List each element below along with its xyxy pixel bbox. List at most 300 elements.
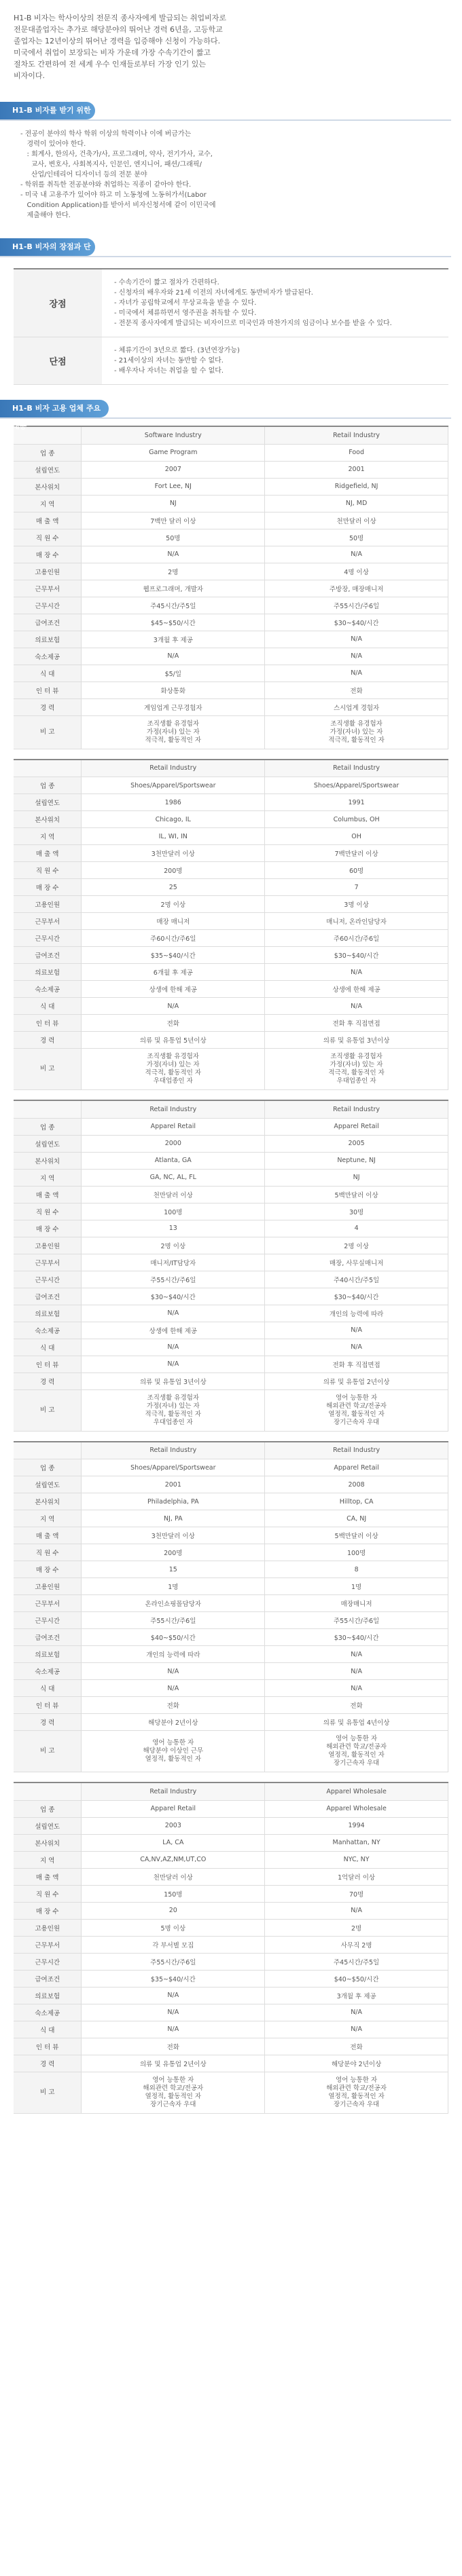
pros-cons-row [14, 337, 448, 385]
row-label: 의료보험 [14, 1305, 82, 1322]
company-cell: 1명 [82, 1578, 265, 1595]
company-cell: 2명 이상 [265, 1237, 448, 1254]
company-row [14, 597, 448, 614]
condition-item: : 회계사, 한의사, 건축가/사, 프로그래머, 약사, 전기가사, 교수, [20, 151, 213, 158]
company-row [14, 1834, 448, 1851]
company-row [14, 777, 448, 794]
note-line: 가정(자녀) 있는 자 [146, 728, 200, 736]
divider [0, 256, 451, 257]
company-row [14, 1561, 448, 1578]
row-label: 숙소제공 [14, 1322, 82, 1339]
row-label: 근무시간 [14, 1271, 82, 1288]
company-table [14, 426, 448, 749]
note-line: 가정(자녀) 있는 자 [146, 1402, 200, 1410]
company-row [14, 1271, 448, 1288]
company-row [14, 947, 448, 964]
company-cell: NJ, MD [265, 495, 448, 512]
company-cell: Apparel Retail [265, 1459, 448, 1476]
company-cell: Apparel Wholesale [265, 1800, 448, 1817]
company-cell: 4 [265, 1220, 448, 1237]
company-cell [265, 1389, 448, 1431]
row-label: 경 력 [14, 698, 82, 715]
company-cell: IL, WI, IN [82, 828, 265, 845]
company-cell: 각 부서별 모집 [82, 1936, 265, 1953]
company-cell: Shoes/Apparel/Sportswear [265, 777, 448, 794]
company-cell: N/A [82, 2021, 265, 2038]
company-cell: 의류 및 유통업 3년이상 [265, 1032, 448, 1049]
condition-item: 경력이 있어야 한다. [20, 141, 86, 148]
pros-cons-item: - 체류기간이 3년으로 짧다. (3년연장가능) [114, 347, 240, 354]
company-row [14, 1032, 448, 1049]
company-cell: 200명 [82, 1544, 265, 1561]
company-cell: 전화 후 직접면접 [265, 1356, 448, 1373]
row-label: 인 터 뷰 [14, 1015, 82, 1032]
row-label: 근무시간 [14, 1953, 82, 1970]
company-cell: NYC, NY [265, 1851, 448, 1868]
company-row [14, 1663, 448, 1680]
row-label: 설립연도 [14, 794, 82, 811]
company-cell: 150명 [82, 1885, 265, 1902]
row-label: 본사위치 [14, 811, 82, 828]
note-line: 장기근속자 우대 [333, 1418, 380, 1426]
row-label: 인 터 뷰 [14, 2038, 82, 2055]
row-label: 지 역 [14, 1851, 82, 1868]
company-table [14, 759, 448, 1091]
company-cell [82, 1731, 265, 1772]
company-cell: Philadelphia, PA [82, 1493, 265, 1510]
note-line: 가정(자녀) 있는 자 [330, 1061, 383, 1068]
company-row [14, 512, 448, 529]
company-cell [82, 1389, 265, 1431]
company-cell: LA, CA [82, 1834, 265, 1851]
row-label: 식 대 [14, 665, 82, 682]
company-cell: 상생에 한해 제공 [82, 981, 265, 998]
company-cell: 천만달러 이상 [265, 512, 448, 529]
company-row [14, 1476, 448, 1493]
company-row [14, 1493, 448, 1510]
company-cell: $40~$50/시간 [265, 1970, 448, 1987]
row-label: 비 고 [14, 2072, 82, 2113]
company-cell: 사무직 2명 [265, 1936, 448, 1953]
company-row [14, 1373, 448, 1389]
row-label: 인 터 뷰 [14, 1697, 82, 1714]
company-cell: N/A [265, 546, 448, 563]
note-line: 영어 능통한 자 [152, 2076, 194, 2084]
row-label: 매 장 수 [14, 879, 82, 896]
company-row [14, 461, 448, 478]
condition-item: - 미국 내 고용주가 있어야 하고 미 노동청에 노동허가서(Labor [20, 191, 207, 199]
company-cell: 전화 [265, 682, 448, 698]
industry-header: Retail Industry [265, 426, 448, 444]
company-cell: 2001 [82, 1476, 265, 1493]
company-row [14, 698, 448, 715]
industry-header: Apparel Wholesale [265, 1782, 448, 1800]
row-label: 고용인원 [14, 1237, 82, 1254]
company-cell: Food [265, 444, 448, 461]
company-cell: N/A [265, 2004, 448, 2021]
section-title-pros-cons: H1-B 비자의 장점과 단점 [0, 238, 95, 256]
note-line: 조직생활 유경험자 [147, 720, 200, 728]
intro-line: 전문대졸업자는 추가로 해당분야의 뛰어난 경력 6년을, 고등학교 [14, 25, 223, 34]
note-line: 해외관련 학교/전공자 [326, 2084, 387, 2092]
company-row [14, 1714, 448, 1731]
company-cell [82, 715, 265, 749]
company-cell: 4명 이상 [265, 563, 448, 580]
company-cell: 의류 및 유통업 5년이상 [82, 1032, 265, 1049]
company-cell: N/A [265, 1646, 448, 1663]
company-cell: 매니저/IT담당자 [82, 1254, 265, 1271]
company-cell: CA, NJ [265, 1510, 448, 1527]
company-cell: 개인의 능력에 따라 [82, 1646, 265, 1663]
company-row [14, 1459, 448, 1476]
row-label: 업 종 [14, 444, 82, 461]
company-cell: 25 [82, 879, 265, 896]
company-row [14, 2055, 448, 2072]
row-label: 숙소제공 [14, 648, 82, 665]
company-row [14, 2072, 448, 2113]
note-line: 우대업종인 자 [153, 1418, 193, 1426]
company-cell: 5명 이상 [82, 1919, 265, 1936]
company-cell: 해당분야 2년이상 [265, 2055, 448, 2072]
note-line: 해외관련 학교/전공자 [326, 1743, 387, 1751]
row-label: 근무부서 [14, 913, 82, 930]
row-label: 본사위치 [14, 478, 82, 495]
company-cell: 200명 [82, 862, 265, 879]
intro-line: 비자이다. [14, 71, 46, 80]
row-label: 직 원 수 [14, 1885, 82, 1902]
company-row [14, 964, 448, 981]
company-cell: N/A [265, 2021, 448, 2038]
header-blank [14, 1442, 82, 1459]
company-cell: N/A [82, 1663, 265, 1680]
company-cell: 1991 [265, 794, 448, 811]
company-row [14, 1322, 448, 1339]
company-cell: 7백만 달러 이상 [82, 512, 265, 529]
row-label: 식 대 [14, 1680, 82, 1697]
company-cell: $45~$50/시간 [82, 614, 265, 631]
industry-header: Software Industry [82, 426, 265, 444]
pros-cons-item: - 배우자나 자녀는 취업을 할 수 없다. [114, 367, 224, 375]
company-cell: 매장매니저 [265, 1595, 448, 1612]
company-cell: Apparel Retail [82, 1800, 265, 1817]
company-cell: NJ [265, 1169, 448, 1186]
company-row [14, 1527, 448, 1544]
company-cell: Shoes/Apparel/Sportswear [82, 1459, 265, 1476]
company-row [14, 896, 448, 913]
conditions-list [0, 121, 462, 223]
note-line: 적극적, 활동적인 자 [328, 736, 385, 744]
row-label: 근무부서 [14, 580, 82, 597]
company-row [14, 529, 448, 546]
company-cell: N/A [265, 631, 448, 648]
note-line: 장기근속자 우대 [333, 2100, 380, 2108]
company-row [14, 1868, 448, 1885]
industry-header: Retail Industry [82, 760, 265, 777]
row-label: 근무시간 [14, 1612, 82, 1629]
company-row [14, 811, 448, 828]
note-line: 영어 능통한 자 [152, 1739, 194, 1747]
company-cell: 7백만달러 이상 [265, 845, 448, 862]
company-row [14, 862, 448, 879]
company-cell: NJ, PA [82, 1510, 265, 1527]
row-label: 식 대 [14, 2021, 82, 2038]
company-cell: N/A [82, 648, 265, 665]
company-cell: 8 [265, 1561, 448, 1578]
company-cell: 1986 [82, 794, 265, 811]
row-label: 비 고 [14, 1731, 82, 1772]
company-cell: N/A [82, 1339, 265, 1356]
company-cell [82, 1049, 265, 1090]
company-row [14, 1510, 448, 1527]
company-row [14, 1697, 448, 1714]
company-row [14, 1817, 448, 1834]
row-label: 매 출 액 [14, 512, 82, 529]
company-row [14, 1578, 448, 1595]
company-row [14, 1851, 448, 1868]
company-cell: 전화 [82, 1697, 265, 1714]
row-label: 지 역 [14, 1169, 82, 1186]
company-cell: 2000 [82, 1135, 265, 1152]
company-cell: 2명 이상 [82, 1237, 265, 1254]
row-label: 본사위치 [14, 1834, 82, 1851]
company-row [14, 495, 448, 512]
note-line: 조직생활 유경험자 [147, 1053, 199, 1060]
note-line: 적극적, 활동적인 자 [145, 1069, 202, 1077]
company-cell: 15 [82, 1561, 265, 1578]
company-cell: 주60시간/주6일 [82, 930, 265, 947]
pros-cons-item: - 자녀가 공립학교에서 무상교육을 받을 수 있다. [114, 299, 257, 307]
row-label: 비 고 [14, 715, 82, 749]
company-cell: $30~$40/시간 [82, 1288, 265, 1305]
section-title-companies: H1-B 비자 고용 업체 주요 내용 [0, 400, 109, 417]
company-cell: Columbus, OH [265, 811, 448, 828]
industry-header: Retail Industry [265, 1442, 448, 1459]
row-label: 업 종 [14, 1459, 82, 1476]
company-cell: Fort Lee, NJ [82, 478, 265, 495]
row-label: 급여조건 [14, 614, 82, 631]
company-cell: 50명 [82, 529, 265, 546]
company-row [14, 1970, 448, 1987]
company-row [14, 1237, 448, 1254]
company-cell: 70명 [265, 1885, 448, 1902]
company-cell: 2001 [265, 461, 448, 478]
pros-cons-item: - 수속기간이 짧고 절차가 간편하다. [114, 279, 219, 286]
company-cell [265, 1049, 448, 1090]
company-row [14, 1936, 448, 1953]
row-label: 경 력 [14, 1714, 82, 1731]
company-row [14, 1015, 448, 1032]
company-cell: 주60시간/주6일 [265, 930, 448, 947]
company-cell: 주55시간/주6일 [265, 597, 448, 614]
company-cell: 전화 [265, 1697, 448, 1714]
intro-line: 절차도 간편하여 전 세계 우수 인재들로부터 가장 인기 있는 [14, 60, 206, 69]
row-label: 급여조건 [14, 947, 82, 964]
company-row [14, 1902, 448, 1919]
row-label: 매 장 수 [14, 1561, 82, 1578]
company-cell [82, 2072, 265, 2113]
row-label: 인 터 뷰 [14, 682, 82, 698]
company-row [14, 1680, 448, 1697]
company-cell: NJ [82, 495, 265, 512]
company-row [14, 1731, 448, 1772]
row-label: 매 장 수 [14, 1220, 82, 1237]
row-label: 매 출 액 [14, 1527, 82, 1544]
company-header-row [14, 426, 448, 444]
row-label: 경 력 [14, 1373, 82, 1389]
company-row [14, 631, 448, 648]
row-label: 본사위치 [14, 1493, 82, 1510]
company-cell: N/A [82, 1680, 265, 1697]
company-cell: 2008 [265, 1476, 448, 1493]
company-cell: 주55시간/주6일 [82, 1612, 265, 1629]
row-label: 근무시간 [14, 930, 82, 947]
company-row [14, 1135, 448, 1152]
note-line: 가정(자녀) 있는 자 [330, 728, 383, 736]
company-cell: N/A [265, 1902, 448, 1919]
industry-header: Retail Industry [82, 1442, 265, 1459]
pros-cons-item: - 신청자의 배우자와 21세 이전의 자녀에게도 동반비자가 발급된다. [114, 289, 313, 297]
company-cell: 천만달러 이상 [82, 1186, 265, 1203]
note-line: 열정적, 활동적인 자 [328, 2092, 385, 2100]
company-cell: 3개월 후 제공 [265, 1987, 448, 2004]
company-cell: $40~$50/시간 [82, 1629, 265, 1646]
company-row [14, 794, 448, 811]
company-cell: 20 [82, 1902, 265, 1919]
note-line: 해외관련 학교/전공자 [326, 1402, 387, 1410]
condition-item: - 전공이 분야의 학사 학위 이상의 학력이나 이에 버금가는 [20, 130, 192, 138]
row-label: 매 출 액 [14, 1186, 82, 1203]
note-line: 우대업종인 자 [153, 1077, 193, 1085]
company-cell: 50명 [265, 529, 448, 546]
company-cell: 1억달러 이상 [265, 1868, 448, 1885]
company-cell: Manhattan, NY [265, 1834, 448, 1851]
header-blank [14, 1100, 82, 1118]
company-row [14, 1595, 448, 1612]
company-row [14, 1118, 448, 1135]
company-cell: 3천만달러 이상 [82, 845, 265, 862]
note-line: 적극적, 활동적인 자 [328, 1069, 385, 1077]
company-cell: 천만달러 이상 [82, 1868, 265, 1885]
row-label: 고용인원 [14, 563, 82, 580]
company-cell: 3개월 후 제공 [82, 631, 265, 648]
row-label: 설립연도 [14, 1817, 82, 1834]
company-cell: Chicago, IL [82, 811, 265, 828]
pros-cons-key: 단점 [14, 337, 102, 384]
company-cell: 의류 및 유통업 3년이상 [82, 1373, 265, 1389]
pros-cons-table [14, 268, 448, 385]
company-row [14, 1646, 448, 1663]
company-cell: 해당분야 2년이상 [82, 1714, 265, 1731]
company-row [14, 2004, 448, 2021]
company-cell: 1994 [265, 1817, 448, 1834]
note-line: 열정적, 활동적인 자 [328, 1751, 385, 1759]
company-row [14, 546, 448, 563]
company-row [14, 563, 448, 580]
company-cell [265, 1731, 448, 1772]
company-cell: 주방장, 매장매니저 [265, 580, 448, 597]
company-cell: Neptune, NJ [265, 1152, 448, 1169]
row-label: 업 종 [14, 777, 82, 794]
industry-header: Retail Industry [265, 760, 448, 777]
company-cell: Atlanta, GA [82, 1152, 265, 1169]
company-header-row [14, 1442, 448, 1459]
row-label: 근무부서 [14, 1936, 82, 1953]
company-cell: 100명 [265, 1544, 448, 1561]
pros-cons-item: - 전문직 종사자에게 발급되는 비자이므로 미국인과 마찬가지의 임금이나 보수를 받을 수 있다. [114, 320, 392, 327]
company-row [14, 1203, 448, 1220]
note-line: 적극적, 활동적인 자 [145, 736, 202, 744]
company-row [14, 665, 448, 682]
company-cell: N/A [82, 1305, 265, 1322]
company-cell: 2003 [82, 1817, 265, 1834]
company-cell: CA,NV,AZ,NM,UT,CO [82, 1851, 265, 1868]
note-line: 영어 능통한 자 [336, 1394, 378, 1402]
note-line: 조직생활 유경험자 [330, 1053, 383, 1060]
company-row [14, 845, 448, 862]
company-cell: N/A [265, 1680, 448, 1697]
intro-line: 미국에서 취업이 보장되는 비자 가운데 가장 수속기간이 짧고 [14, 48, 211, 57]
company-cell: N/A [265, 665, 448, 682]
note-line: 적극적, 활동적인 자 [145, 1410, 202, 1418]
row-label: 매 장 수 [14, 546, 82, 563]
company-row [14, 1919, 448, 1936]
row-label: 설립연도 [14, 1476, 82, 1493]
company-cell: N/A [265, 964, 448, 981]
intro-line: 졸업자는 12년이상의 뛰어난 경력을 입증해야 신청이 가능하다. [14, 37, 221, 45]
company-row [14, 444, 448, 461]
company-cell: $30~$40/시간 [265, 1629, 448, 1646]
company-cell: N/A [265, 1663, 448, 1680]
row-label: 매 출 액 [14, 845, 82, 862]
company-row [14, 1800, 448, 1817]
pros-cons-row [14, 269, 448, 337]
note-line: 조직생활 유경험자 [330, 720, 383, 728]
company-row [14, 1186, 448, 1203]
company-cell: Apparel Retail [82, 1118, 265, 1135]
company-row [14, 1389, 448, 1431]
row-label: 식 대 [14, 1339, 82, 1356]
company-row [14, 1953, 448, 1970]
company-row [14, 930, 448, 947]
company-table [14, 1441, 448, 1773]
company-cell: 주55시간/주6일 [265, 1612, 448, 1629]
condition-item: 제출해야 한다. [20, 212, 71, 219]
company-cell: 전화 후 직접면접 [265, 1015, 448, 1032]
company-cell: Game Program [82, 444, 265, 461]
row-label: 의료보험 [14, 1646, 82, 1663]
company-row [14, 1305, 448, 1322]
note-line: 장기근속자 우대 [333, 1759, 380, 1767]
company-cell: 2명 [82, 563, 265, 580]
company-cell: 전화 [265, 2038, 448, 2055]
company-cell: 매장 매니저 [82, 913, 265, 930]
note-line: 영어 능통한 자 [336, 1735, 378, 1742]
pros-cons-values [102, 269, 448, 337]
row-label: 근무부서 [14, 1595, 82, 1612]
company-cell: 상생에 한해 제공 [265, 981, 448, 998]
company-row [14, 1254, 448, 1271]
company-row [14, 1152, 448, 1169]
row-label: 비 고 [14, 1389, 82, 1431]
note-line: 열정적, 활동적인 자 [145, 2092, 202, 2100]
company-row [14, 580, 448, 597]
company-row [14, 2021, 448, 2038]
row-label: 지 역 [14, 495, 82, 512]
company-cell: OH [265, 828, 448, 845]
company-row [14, 913, 448, 930]
row-label: 직 원 수 [14, 1544, 82, 1561]
company-cell: N/A [265, 648, 448, 665]
